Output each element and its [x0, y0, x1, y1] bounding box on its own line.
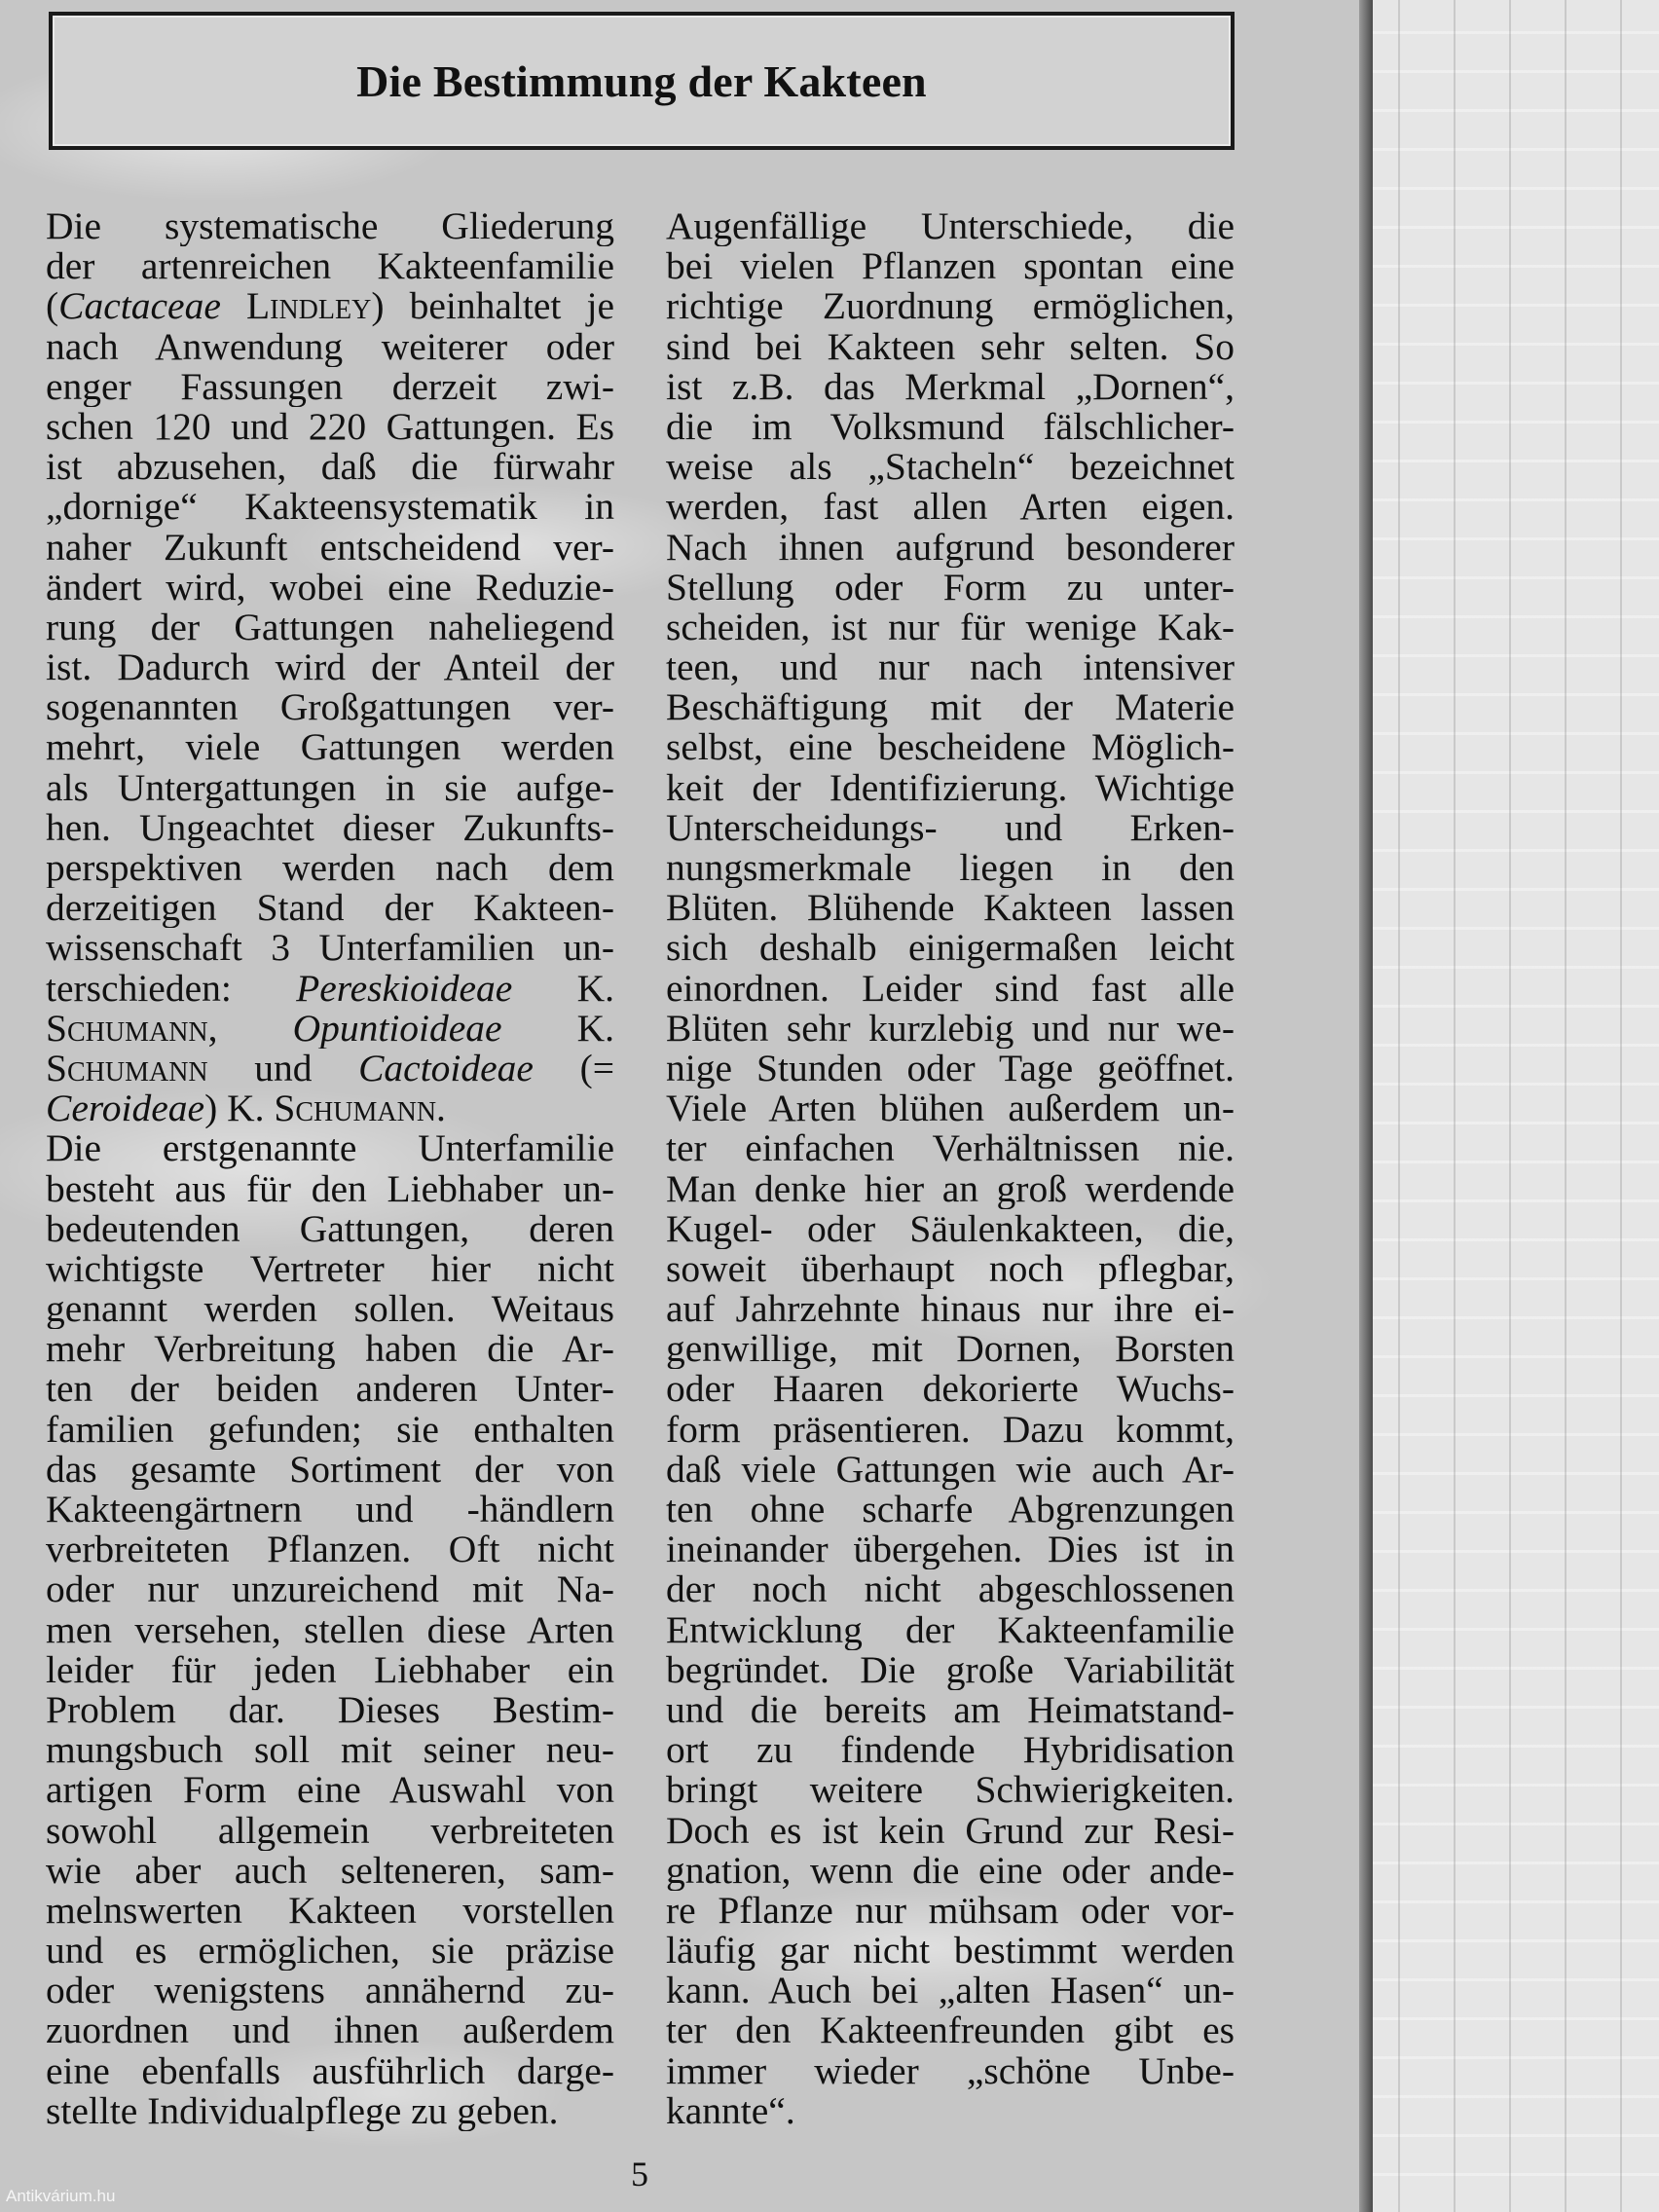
- text-line: ist abzusehen, daß die fürwahr: [46, 447, 614, 488]
- text-line: eine ebenfalls ausführlich darge-: [46, 2050, 614, 2091]
- text-line: Kugel- oder Säulenkakteen, die,: [666, 1208, 1235, 1249]
- text-line: Die systematische Gliederung: [46, 206, 614, 247]
- text-line: oder Haaren dekorierte Wuchs-: [666, 1369, 1235, 1410]
- text-line: Problem dar. Dieses Bestim-: [46, 1689, 614, 1731]
- text-line: besteht aus für den Liebhaber un-: [46, 1168, 614, 1209]
- text-line: naher Zukunft entscheidend ver-: [46, 527, 614, 568]
- text-line: ten ohne scharfe Abgrenzungen: [666, 1490, 1235, 1530]
- text-line: ändert wird, wobei eine Reduzie-: [46, 567, 614, 608]
- text-line: perspektiven werden nach dem: [46, 848, 614, 889]
- text-line: Unterscheidungs- und Erken-: [666, 807, 1235, 848]
- text-line: (Cactaceae Lindley) beinhaltet je: [46, 286, 614, 327]
- text-line: mehrt, viele Gattungen werden: [46, 727, 614, 768]
- text-line: mehr Verbreitung haben die Ar-: [46, 1329, 614, 1370]
- text-line: hen. Ungeachtet dieser Zukunfts-: [46, 807, 614, 848]
- text-line: men versehen, stellen diese Arten: [46, 1609, 614, 1650]
- text-line: genwillige, mit Dornen, Borsten: [666, 1329, 1235, 1370]
- text-line: scheiden, ist nur für wenige Kak-: [666, 607, 1235, 648]
- text-line: Man denke hier an groß werdende: [666, 1168, 1235, 1209]
- text-line: Blüten. Blühende Kakteen lassen: [666, 888, 1235, 929]
- text-line: ter einfachen Verhältnissen nie.: [666, 1128, 1235, 1169]
- text-line: verbreiteten Pflanzen. Oft nicht: [46, 1530, 614, 1570]
- text-line: form präsentieren. Dazu kommt,: [666, 1409, 1235, 1450]
- text-line: rung der Gattungen naheliegend: [46, 607, 614, 648]
- text-line: gnation, wenn die eine oder ande-: [666, 1850, 1235, 1891]
- text-line: Schumann und Cactoideae (=: [46, 1048, 614, 1089]
- page-edge: [1359, 0, 1373, 2212]
- text-line: und es ermöglichen, sie präzise: [46, 1931, 614, 1972]
- text-line: stellte Individualpflege zu geben.: [46, 2090, 559, 2131]
- text-line: Blüten sehr kurzlebig und nur we-: [666, 1008, 1235, 1049]
- text-line: „dornige“ Kakteensystematik in: [46, 487, 614, 528]
- text-line: wie aber auch selteneren, sam-: [46, 1850, 614, 1891]
- text-line: ten der beiden anderen Unter-: [46, 1369, 614, 1410]
- text-line: die im Volksmund fälschlicher-: [666, 406, 1235, 448]
- text-line: der noch nicht abgeschlossenen: [666, 1569, 1235, 1610]
- text-line: ist z.B. das Merkmal „Dornen“,: [666, 366, 1235, 407]
- watermark: Antikvárium.hu: [6, 2187, 116, 2205]
- text-line: schen 120 und 220 Gattungen. Es: [46, 406, 614, 448]
- text-line: einordnen. Leider sind fast alle: [666, 968, 1235, 1009]
- text-line: der artenreichen Kakteenfamilie: [46, 246, 614, 287]
- text-line: das gesamte Sortiment der von: [46, 1449, 614, 1490]
- text-line: sind bei Kakteen sehr selten. So: [666, 326, 1235, 367]
- text-line: und die bereits am Heimatstand-: [666, 1689, 1235, 1731]
- text-line: Die erstgenannte Unterfamilie: [46, 1128, 614, 1169]
- left-text-column: [46, 206, 614, 2131]
- text-line: melnswerten Kakteen vorstellen: [46, 1890, 614, 1932]
- text-line: sowohl allgemein verbreiteten: [46, 1810, 614, 1851]
- text-line: leider für jeden Liebhaber ein: [46, 1649, 614, 1690]
- text-line: terschieden: Pereskioideae K.: [46, 968, 614, 1009]
- text-line: wissenschaft 3 Unterfamilien un-: [46, 928, 614, 969]
- text-line: Stellung oder Form zu unter-: [666, 567, 1235, 608]
- title-box: [49, 12, 1235, 150]
- text-line: Schumann, Opuntioideae K.: [46, 1008, 614, 1049]
- text-line: ist. Dadurch wird der Anteil der: [46, 647, 614, 688]
- background-surface: [1373, 0, 1659, 2212]
- text-line: oder wenigstens annähernd zu-: [46, 1971, 614, 2011]
- text-line: selbst, eine bescheidene Möglich-: [666, 727, 1235, 768]
- text-line: keit der Identifizierung. Wichtige: [666, 767, 1235, 808]
- text-line: ter den Kakteenfreunden gibt es: [666, 2010, 1235, 2051]
- text-line: Nach ihnen aufgrund besonderer: [666, 527, 1235, 568]
- text-line: Ceroideae) K. Schumann.: [46, 1088, 446, 1129]
- text-line: genannt werden sollen. Weitaus: [46, 1289, 614, 1330]
- text-line: Augenfällige Unterschiede, die: [666, 206, 1235, 247]
- text-line: bringt weitere Schwierigkeiten.: [666, 1770, 1235, 1811]
- text-line: artigen Form eine Auswahl von: [46, 1770, 614, 1811]
- text-line: Kakteengärtnern und -händlern: [46, 1490, 614, 1530]
- text-line: immer wieder „schöne Unbe-: [666, 2050, 1235, 2091]
- text-line: läufig gar nicht bestimmt werden: [666, 1931, 1235, 1972]
- text-line: bei vielen Pflanzen spontan eine: [666, 246, 1235, 287]
- page-number: 5: [631, 2155, 648, 2194]
- text-line: kannte“.: [666, 2090, 795, 2131]
- text-line: nach Anwendung weiterer oder: [46, 326, 614, 367]
- text-line: wichtigste Vertreter hier nicht: [46, 1248, 614, 1290]
- text-line: derzeitigen Stand der Kakteen-: [46, 888, 614, 929]
- text-line: re Pflanze nur mühsam oder vor-: [666, 1890, 1235, 1932]
- text-line: werden, fast allen Arten eigen.: [666, 487, 1235, 528]
- text-line: kann. Auch bei „alten Hasen“ un-: [666, 1971, 1235, 2011]
- text-line: sogenannten Großgattungen ver-: [46, 687, 614, 728]
- right-text-column: [666, 206, 1235, 2131]
- page-title: Die Bestimmung der Kakteen: [356, 55, 927, 106]
- text-line: auf Jahrzehnte hinaus nur ihre ei-: [666, 1289, 1235, 1330]
- text-line: mungsbuch soll mit seiner neu-: [46, 1730, 614, 1771]
- text-line: Entwicklung der Kakteenfamilie: [666, 1609, 1235, 1650]
- text-line: Viele Arten blühen außerdem un-: [666, 1088, 1235, 1129]
- text-line: richtige Zuordnung ermöglichen,: [666, 286, 1235, 327]
- text-line: ineinander übergehen. Dies ist in: [666, 1530, 1235, 1570]
- text-line: teen, und nur nach intensiver: [666, 647, 1235, 688]
- text-line: bedeutenden Gattungen, deren: [46, 1208, 614, 1249]
- text-line: nige Stunden oder Tage geöffnet.: [666, 1048, 1235, 1089]
- text-line: als Untergattungen in sie aufge-: [46, 767, 614, 808]
- text-line: zuordnen und ihnen außerdem: [46, 2010, 614, 2051]
- text-line: begründet. Die große Variabilität: [666, 1649, 1235, 1690]
- text-line: enger Fassungen derzeit zwi-: [46, 366, 614, 407]
- text-line: oder nur unzureichend mit Na-: [46, 1569, 614, 1610]
- text-line: sich deshalb einigermaßen leicht: [666, 928, 1235, 969]
- text-line: Doch es ist kein Grund zur Resi-: [666, 1810, 1235, 1851]
- text-line: nungsmerkmale liegen in den: [666, 848, 1235, 889]
- text-line: soweit überhaupt noch pflegbar,: [666, 1248, 1235, 1290]
- text-line: daß viele Gattungen wie auch Ar-: [666, 1449, 1235, 1490]
- text-line: familien gefunden; sie enthalten: [46, 1409, 614, 1450]
- text-line: weise als „Stacheln“ bezeichnet: [666, 447, 1235, 488]
- text-line: Beschäftigung mit der Materie: [666, 687, 1235, 728]
- text-line: ort zu findende Hybridisation: [666, 1730, 1235, 1771]
